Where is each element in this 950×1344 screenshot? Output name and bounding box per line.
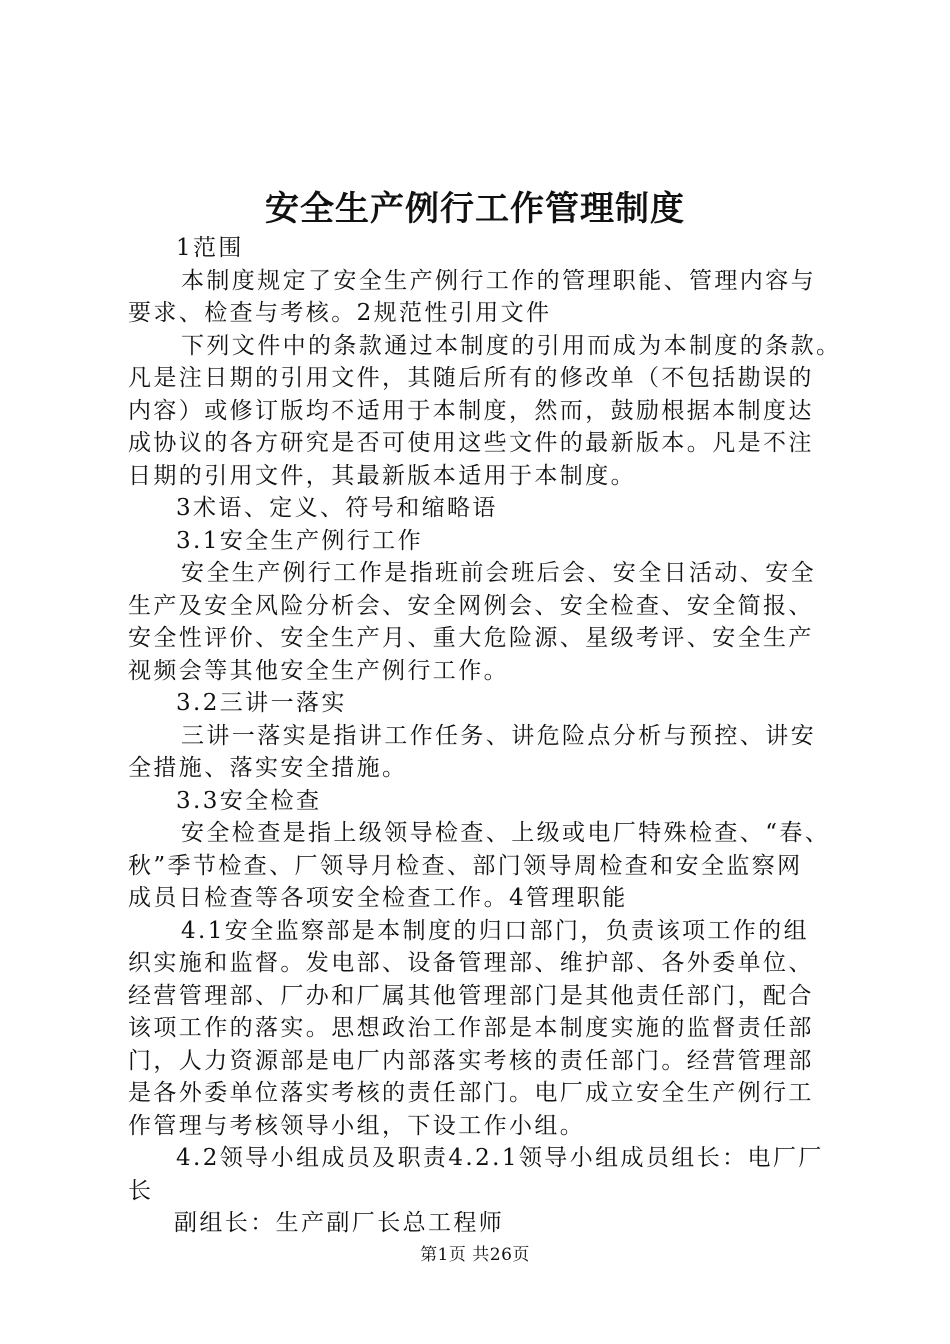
body-line: 凡是注日期的引用文件，其随后所有的修改单（不包括勘误的 bbox=[128, 365, 814, 391]
body-line: 下列文件中的条款通过本制度的引用而成为本制度的条款。 bbox=[181, 332, 842, 359]
body-line: 3.2三讲一落实 bbox=[176, 690, 347, 716]
body-line: 内容）或修订版均不适用于本制度，然而，鼓励根据本制度达 bbox=[128, 397, 814, 424]
body-line: 三讲一落实是指讲工作任务、讲危险点分析与预控、讲安 bbox=[181, 722, 816, 749]
body-line: 安全检查是指上级领导检查、上级或电厂特殊检查、“春、 bbox=[181, 820, 831, 846]
body-line: 日期的引用文件，其最新版本适用于本制度。 bbox=[128, 462, 636, 489]
body-line: 3术语、定义、符号和缩略语 bbox=[176, 495, 498, 521]
body-line: 是各外委单位落实考核的责任部门。电厂成立安全生产例行工 bbox=[128, 1080, 814, 1106]
body-line: 要求、检查与考核。2规范性引用文件 bbox=[128, 300, 552, 326]
body-line: 秋”季节检查、厂领导月检查、部门领导周检查和安全监察网 bbox=[128, 852, 803, 879]
body-line: 成员日检查等各项安全检查工作。4管理职能 bbox=[128, 885, 628, 911]
document-title: 安全生产例行工作管理制度 bbox=[265, 189, 685, 229]
body-line: 安全生产例行工作是指班前会班后会、安全日活动、安全 bbox=[181, 560, 816, 586]
body-line: 1范围 bbox=[176, 235, 244, 261]
body-line: 作管理与考核领导小组，下设工作小组。 bbox=[128, 1112, 586, 1139]
body-line: 成协议的各方研究是否可使用这些文件的最新版本。凡是不注 bbox=[128, 430, 814, 456]
body-line: 经营管理部、厂办和厂属其他管理部门是其他责任部门，配合 bbox=[128, 982, 814, 1009]
body-line: 3.1安全生产例行工作 bbox=[176, 527, 423, 554]
body-line: 生产及安全风险分析会、安全网例会、安全检查、安全简报、 bbox=[128, 592, 814, 619]
body-line: 3.3安全检查 bbox=[176, 787, 322, 814]
document-body bbox=[128, 232, 842, 1240]
body-line: 本制度规定了安全生产例行工作的管理职能、管理内容与 bbox=[181, 267, 816, 294]
body-line: 织实施和监督。发电部、设备管理部、维护部、各外委单位、 bbox=[128, 950, 814, 976]
body-line: 4.2领导小组成员及职责4.2.1领导小组成员组长：电厂厂 bbox=[176, 1145, 824, 1171]
body-line: 门，人力资源部是电厂内部落实考核的责任部门。经营管理部 bbox=[128, 1047, 814, 1074]
body-line: 全措施、落实安全措施。 bbox=[128, 755, 408, 781]
body-line: 安全性评价、安全生产月、重大危险源、星级考评、安全生产 bbox=[128, 625, 814, 651]
body-line: 4.1安全监察部是本制度的归口部门，负责该项工作的组 bbox=[181, 917, 809, 944]
page-footer: 第1页 共26页 bbox=[420, 1245, 530, 1265]
body-line: 该项工作的落实。思想政治工作部是本制度实施的监督责任部 bbox=[128, 1015, 814, 1041]
body-line: 视频会等其他安全生产例行工作。 bbox=[128, 657, 509, 684]
body-line: 长 bbox=[128, 1177, 154, 1204]
body-line: 副组长：生产副厂长总工程师 bbox=[174, 1210, 505, 1236]
